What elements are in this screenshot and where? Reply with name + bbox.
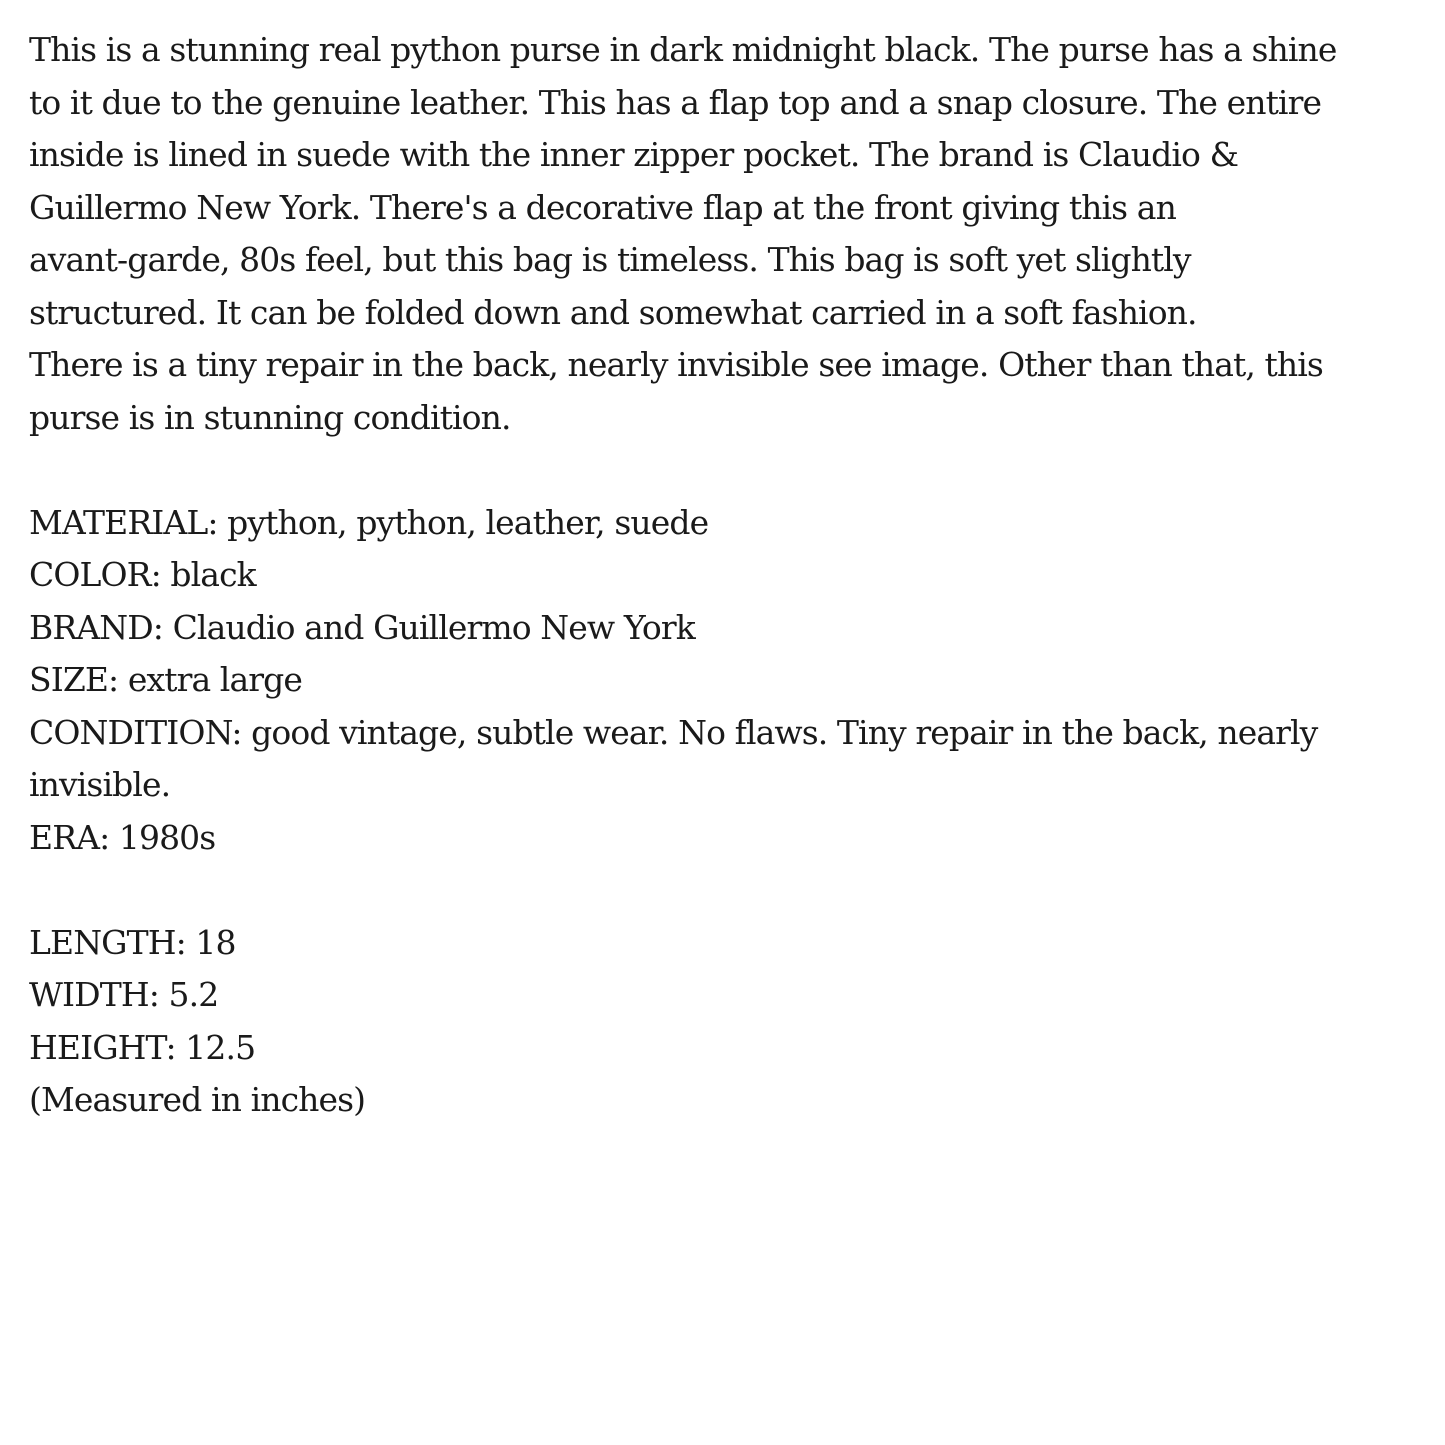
brand-attribute: BRAND: Claudio and Guillermo New York xyxy=(29,607,695,647)
description-line: There is a tiny repair in the back, nearly invisible see image. Other than that, this xyxy=(29,345,1323,384)
width-measurement: WIDTH: 5.2 xyxy=(29,975,219,1014)
description-line: structured. It can be folded down and somewhat carried in a soft fashion. xyxy=(29,292,1197,332)
height-measurement: HEIGHT: 12.5 xyxy=(29,1027,256,1067)
condition-attribute-continued: invisible. xyxy=(29,765,171,804)
condition-attribute: CONDITION: good vintage, subtle wear. No flaws. Tiny repair in the back, nearly xyxy=(29,712,1318,752)
color-attribute: COLOR: black xyxy=(29,555,256,594)
measurements-list xyxy=(29,917,1419,1127)
era-attribute: ERA: 1980s xyxy=(29,817,216,857)
description-line: This is a stunning real python purse in dark midnight black. The purse has a shine xyxy=(29,30,1337,69)
description-line: avant-garde, 80s feel, but this bag is timeless. This bag is soft yet slightly xyxy=(29,240,1191,279)
length-measurement: LENGTH: 18 xyxy=(29,922,236,962)
description-paragraph xyxy=(29,24,1419,444)
listing-description xyxy=(29,24,1419,1127)
spacer xyxy=(29,864,1419,917)
description-line: Guillermo New York. There's a decorative flap at the front giving this an xyxy=(29,187,1176,227)
description-line: to it due to the genuine leather. This has a flap top and a snap closure. The entire xyxy=(29,82,1322,122)
size-attribute: SIZE: extra large xyxy=(29,660,302,699)
description-line: purse is in stunning condition. xyxy=(29,397,511,437)
attributes-list xyxy=(29,497,1419,865)
description-line: inside is lined in suede with the inner zipper pocket. The brand is Claudio & xyxy=(29,135,1239,174)
material-attribute: MATERIAL: python, python, leather, suede xyxy=(29,502,709,542)
measurement-unit-note: (Measured in inches) xyxy=(29,1080,366,1119)
spacer xyxy=(29,444,1419,497)
